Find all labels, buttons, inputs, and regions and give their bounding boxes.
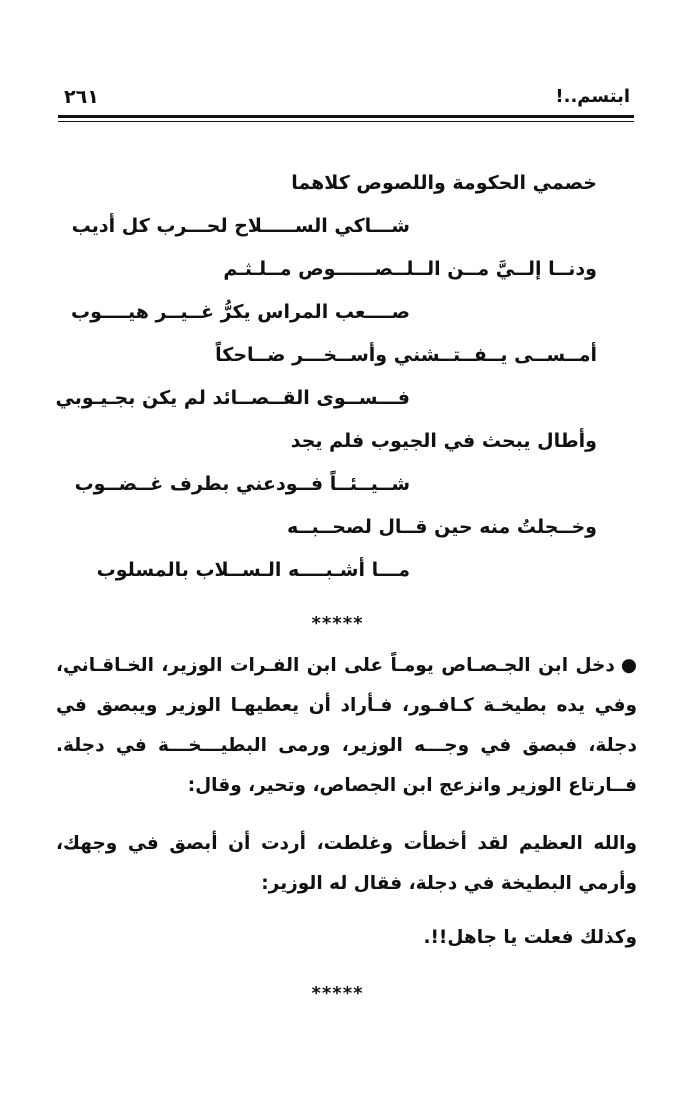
page-number: ٢٦١	[64, 86, 99, 108]
poem-line: خصمي الحكومة واللصوص كلاهما	[291, 172, 597, 194]
header-rule-thick	[58, 115, 634, 118]
poem-line: شـــاكي الســـــلاح لحـــرب كل أديب	[71, 215, 410, 237]
header-rule-thin	[58, 121, 634, 122]
poem-line: ودنــا إلــيَّ مــن الــلــصــــــوص مــلـثـم	[223, 258, 597, 280]
bullet-icon: ●	[620, 655, 637, 676]
anecdote-paragraph: والله العظيم لقد أخطأت وغلطت، أردت أن أبصق في وجهك، وأرمي البطيخة في دجلة، فقال له الوزير:	[56, 833, 637, 894]
poem-line: أمــســى يــفــتــشني وأســخـــر ضــاحكاً	[215, 344, 597, 366]
poem-line: شــيــئــاً فــودعني بطرف غــضــوب	[74, 473, 410, 495]
poem-line: وخــجلتُ منه حين قــال لصحــبــه	[287, 516, 597, 538]
section-separator: *****	[311, 613, 364, 634]
book-title: ابتسم..!	[555, 86, 630, 107]
poem-line: صــــعب المراس يكرُّ غــيــر هيــــوب	[70, 301, 410, 323]
poem-line: فـــســوى القــصــائد لم يكن بجـيـوبي	[55, 387, 410, 409]
poem-line: مـــا أشـبــــه الـســلاب بالمسلوب	[96, 559, 410, 581]
poem-line: وأطال يبحث في الجيوب فلم يجد	[290, 430, 597, 452]
anecdote-paragraph	[56, 646, 637, 806]
paragraph-text: دخل ابن الجـصـاص يومـاً على ابن الفـرات الوزير، الخـاقـاني، وفي يده بطيخـة كـافـور، فـأراد أن يعطيهـا الوزير ويبصق في دجلة، فبصق في وجـــه الوزير، ورمى البطيـــخـــة في دجلة. فــارتاع الوزير وانزعج ابن الجصاص، وتحير، وقال:	[56, 655, 637, 796]
section-separator: *****	[311, 983, 364, 1004]
page-header	[58, 84, 634, 114]
anecdote-paragraph: وكذلك فعلت يا جاهل!!.	[423, 927, 637, 948]
